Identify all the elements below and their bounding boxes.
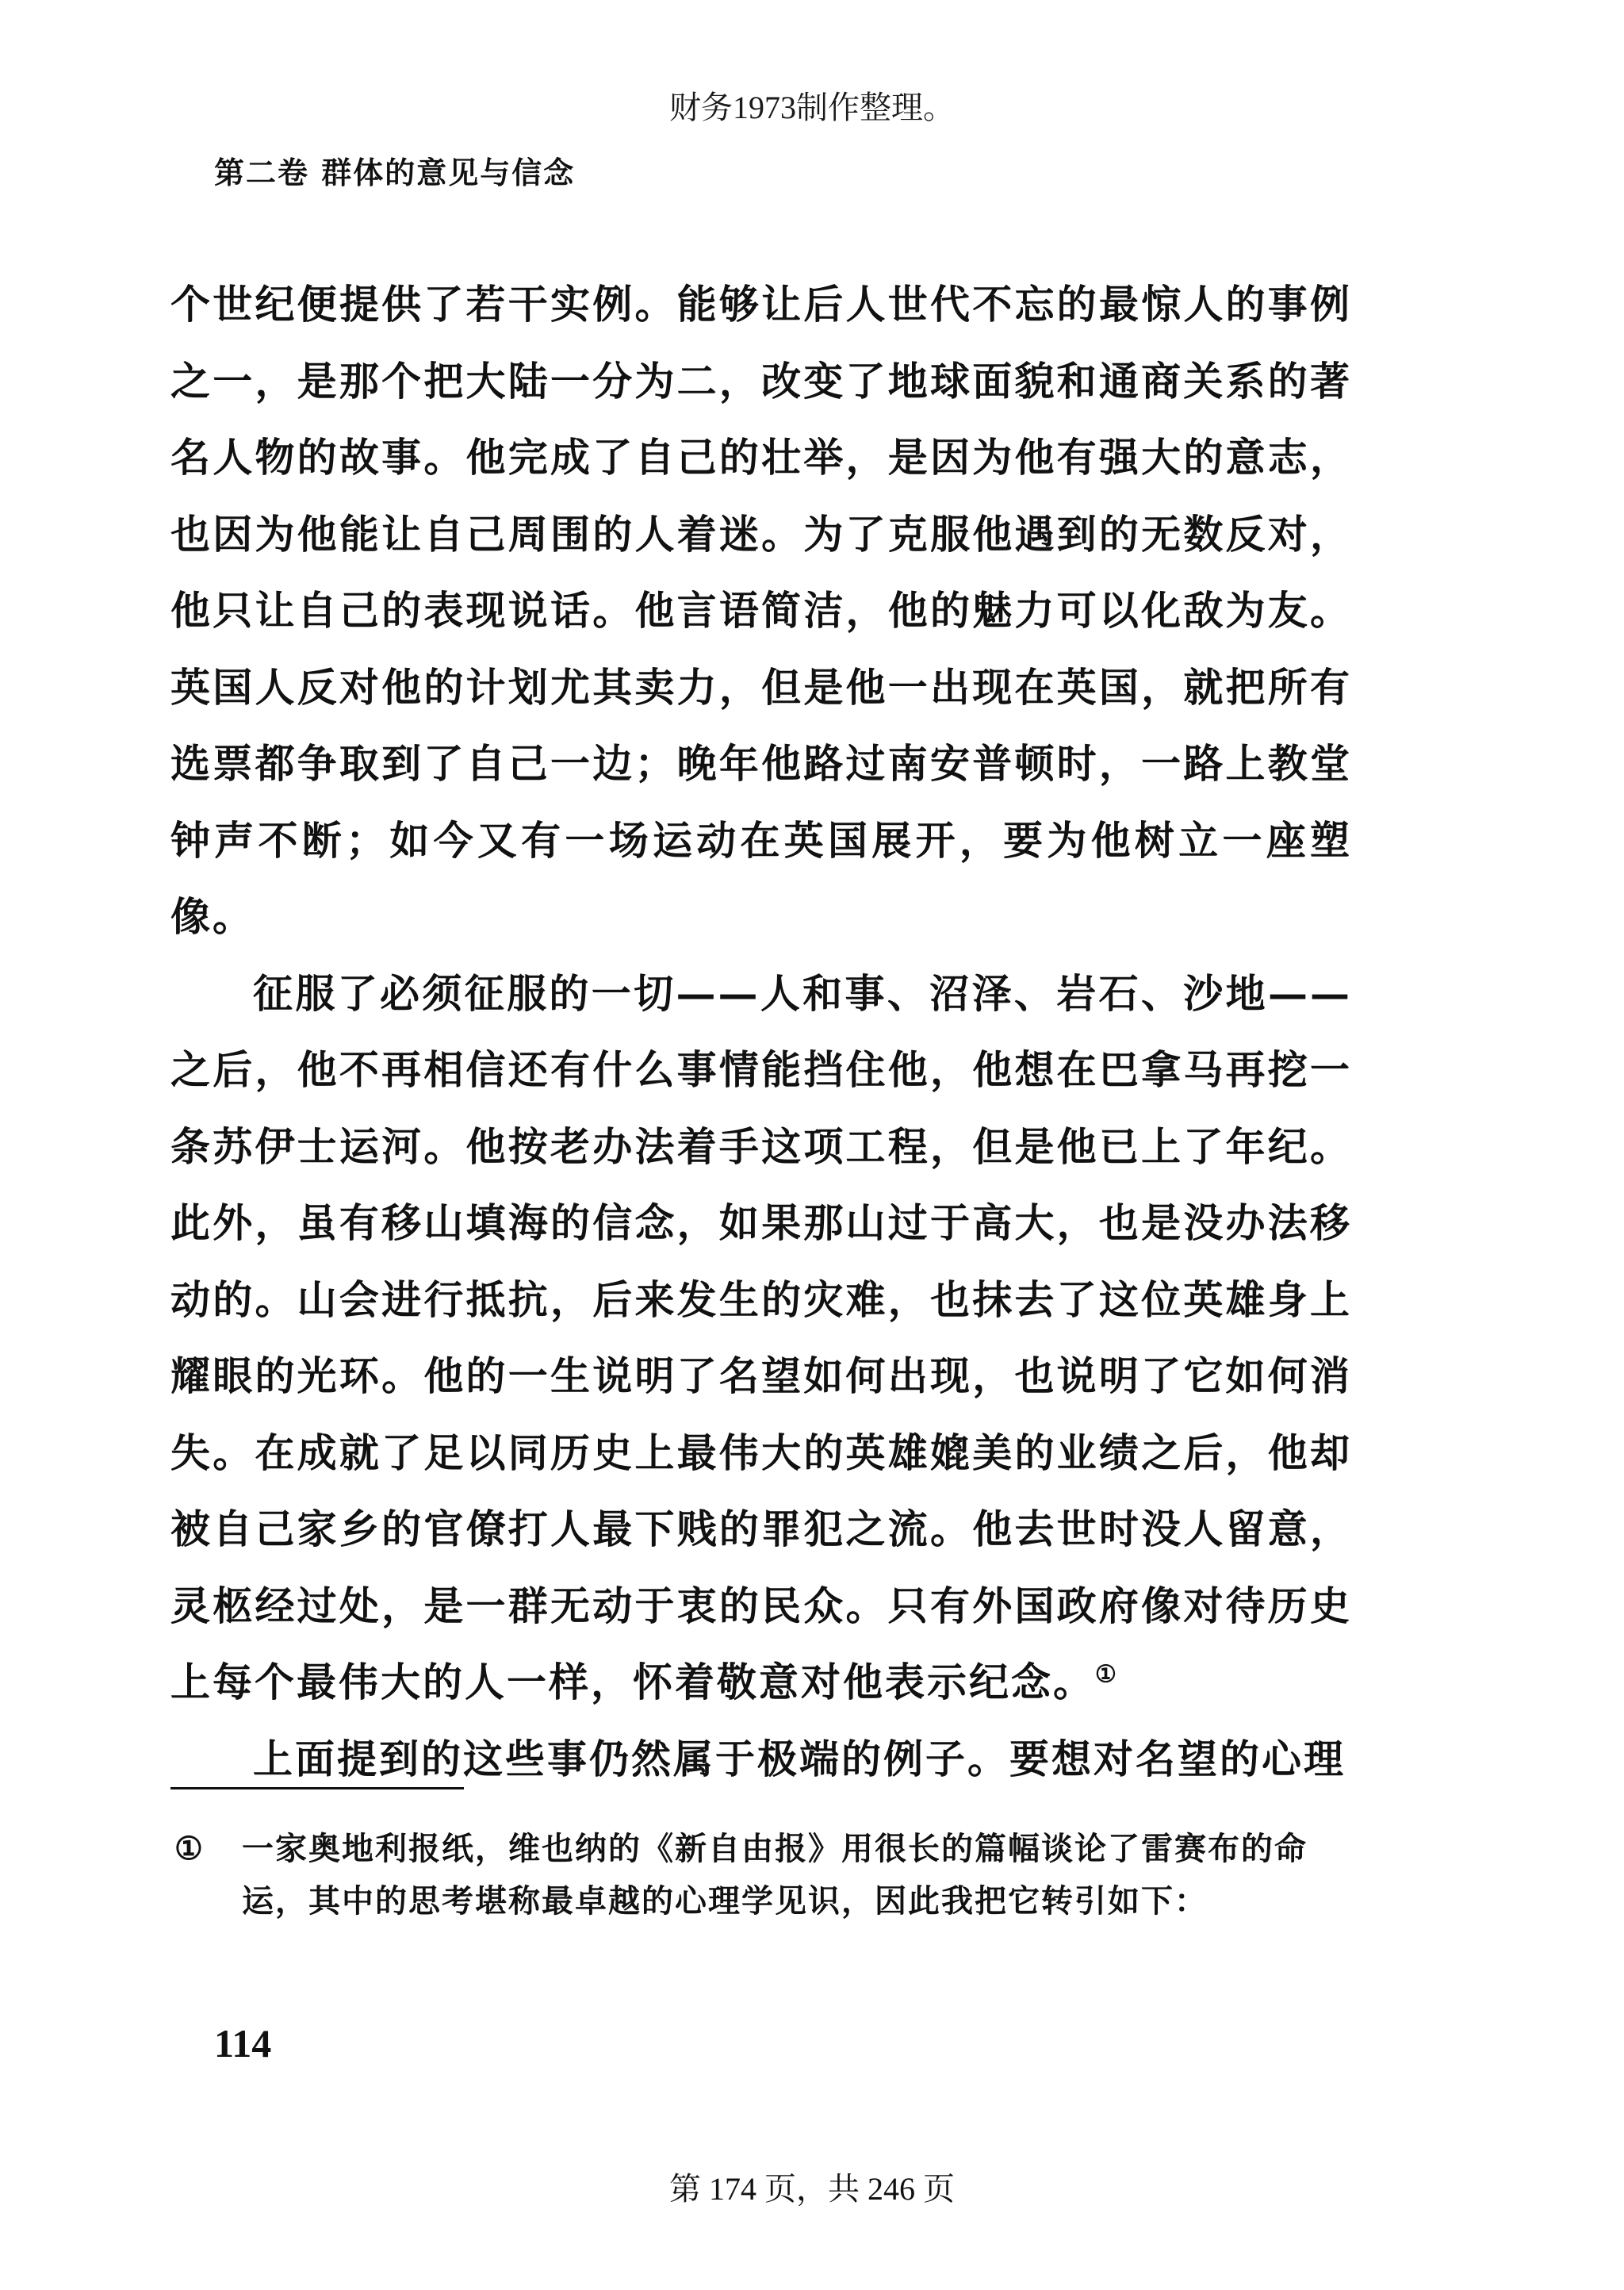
page-number: 114 (214, 2021, 272, 2066)
paragraph-3: 上面提到的这些事仍然属于极端的例子。要想对名望的心理 (253, 1735, 1346, 1782)
body-text (170, 267, 1352, 1797)
footnote-marker: ① (174, 1830, 205, 1867)
footnote (174, 1823, 1352, 1928)
paragraph-2-text: 征服了必须征服的一切——人和事、沼泽、岩石、沙地——之后，他不再相信还有什么事情能挡住他，他想在巴拿马再挖一条苏伊士运河。他按老办法着手这项工程，但是他已上了年纪。此外，虽有移山填海的信念，如果那山过于高大，也是没办法移动的。山会进行抵抗，后来发生的灾难，也抹去了这位英雄身上耀眼的光环。他的一生说明了名望如何出现，也说明了它如何消失。在成就了足以同历史上最伟大的英雄媲美的业绩之后，他却被自己家乡的官僚打人最下贱的罪犯之流。他去世时没人留意，灵柩经过处，是一群无动于衷的民众。只有外国政府像对待历史上每个最伟大的人一样，怀着敬意对他表示纪念。 (170, 969, 1352, 1705)
footnote-reference: ① (1095, 1660, 1119, 1689)
footnote-divider (170, 1787, 464, 1789)
paragraph-2 (170, 956, 1352, 1721)
paragraph-1: 个世纪便提供了若干实例。能够让后人世代不忘的最惊人的事例之一，是那个把大陆一分为二，改变了地球面貌和通商关系的著名人物的故事。他完成了自己的壮举，是因为他有强大的意志，也因为他能让自己周围的人着迷。为了克服他遇到的无数反对，他只让自己的表现说话。他言语简洁，他的魅力可以化敌为友。英国人反对他的计划尤其卖力，但是他一出现在英国，就把所有选票都争取到了自己一边；晚年他路过南安普顿时，一路上教堂钟声不断；如今又有一场运动在英国展开，要为他树立一座塑像。 (170, 281, 1352, 940)
running-header: 第二卷 群体的意见与信念 (214, 155, 576, 190)
footnote-text: 一家奥地利报纸，维也纳的《新自由报》用很长的篇幅谈论了雷赛布的命运，其中的思考堪称最卓越的心理学见识，因此我把它转引如下： (242, 1830, 1308, 1920)
page-counter: 第 174 页，共 246 页 (669, 2171, 955, 2207)
watermark-text: 财务1973制作整理。 (669, 90, 955, 125)
